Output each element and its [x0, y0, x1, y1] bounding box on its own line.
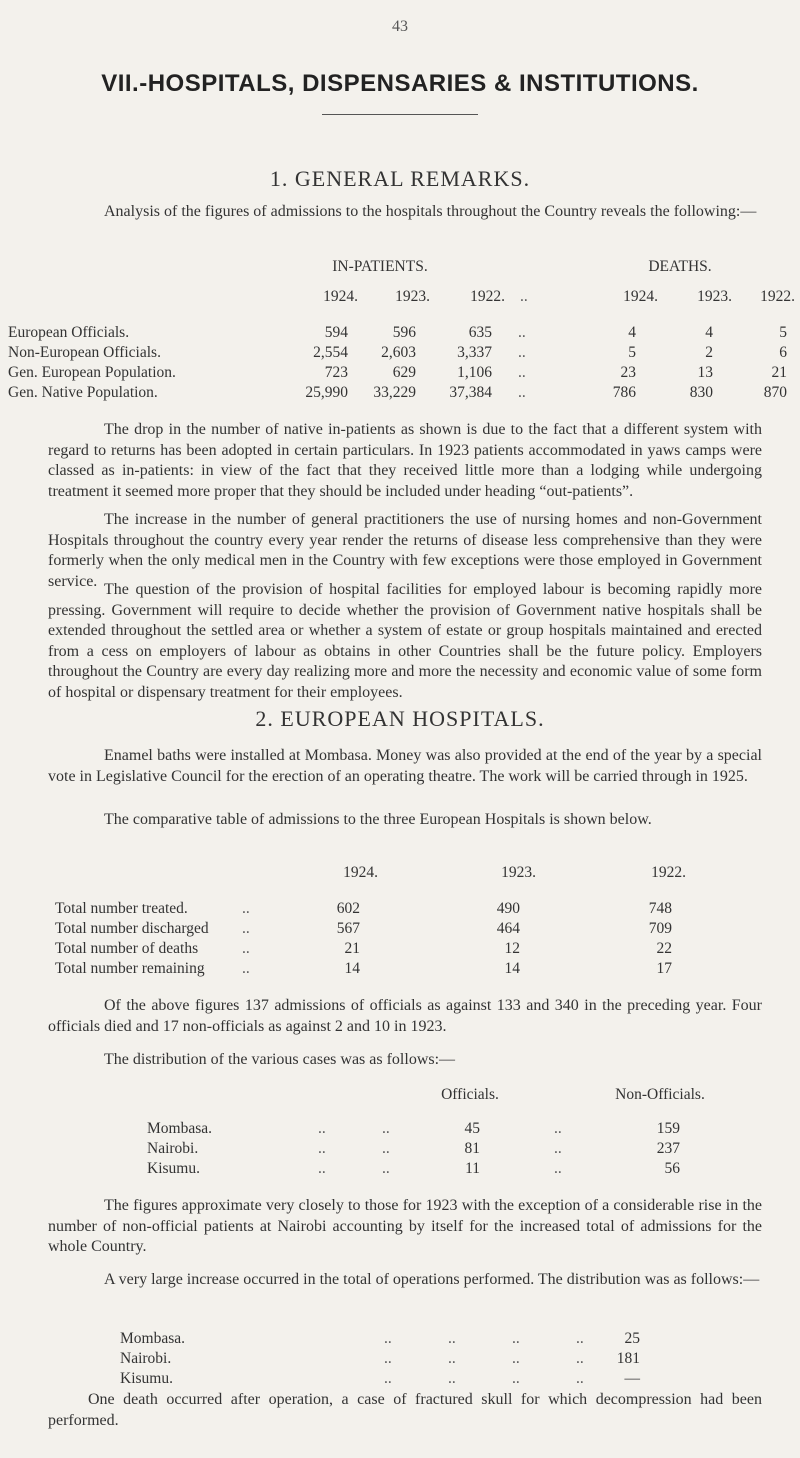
section-2-paragraph: Of the above figures 137 admissions of officials as against 133 and 340 in the preceding year. Four officials died and 17 non-officials as against 2 and 10 in 1923. — [48, 997, 762, 1035]
table-cell: 181 — [616, 1350, 640, 1367]
leader-dots: .. — [242, 940, 250, 957]
page-number: 43 — [392, 18, 408, 35]
table-cell: 629 — [392, 364, 416, 381]
table-row-label: Kisumu. — [147, 1160, 200, 1177]
table-row-label: Total number treated. — [55, 900, 188, 917]
table-cell: 723 — [324, 364, 348, 381]
section-1-paragraph: The question of the provision of hospital facilities for employed labour is becoming rapidly more pressing. Government will require to decide whether the provision of Government native hospitals shall be extended throughout the settled area or whether a system of estate or group hospitals maintained and erected from a cess on employers of labour as obtains in other Countries shall be the future policy. Employers throughout the Country are every day realizing more and more the necessity and economic value of some form of hospital or dispensary treatment for their employees. — [48, 581, 762, 701]
section-2-paragraph: The comparative table of admissions to the three European Hospitals is shown below. — [104, 811, 652, 828]
table-row-label: Nairobi. — [147, 1140, 199, 1157]
leader-dots: .. — [242, 960, 250, 977]
leader-dots: .. — [384, 1370, 392, 1387]
year-header: 1922. — [470, 288, 505, 305]
year-header: 1924. — [323, 288, 358, 305]
leader-dots: .. — [576, 1330, 584, 1347]
table-cell: 786 — [612, 384, 636, 401]
leader-dots: .. — [576, 1350, 584, 1367]
leader-dots: .. — [242, 920, 250, 937]
leader-dots: .. — [384, 1330, 392, 1347]
table-cell: 709 — [648, 920, 672, 937]
table-cell: 22 — [656, 940, 672, 957]
leader-dots: .. — [554, 1160, 562, 1177]
table-cell: 1,106 — [457, 364, 492, 381]
leader-dots: .. — [242, 900, 250, 917]
officials-header: Officials. — [441, 1086, 499, 1103]
year-header: 1924. — [623, 288, 658, 305]
leader-dots: .. — [382, 1160, 390, 1177]
section-2-paragraph: Enamel baths were installed at Mombasa. Money was also provided at the end of the year by a special vote in Legislative Council for the erection of an operating theatre. The work will be carried through in 1925. — [48, 747, 762, 785]
section-1-paragraph: The drop in the number of native in-patients as shown is due to the fact that a different system with regard to returns has been adopted in certain particulars. In 1923 patients accommodated in yaws camps were classed as in-patients: in view of the fact that they received little more than a lodging while undergoing treatment it seemed more proper that they should be included under heading “out-patients”. — [48, 421, 762, 500]
table-row-label: Gen. Native Population. — [8, 384, 158, 401]
leader-dots: .. — [512, 1350, 520, 1367]
year-header: 1923. — [501, 864, 536, 881]
table-cell: 11 — [465, 1160, 480, 1177]
table-row-label: Kisumu. — [120, 1370, 173, 1387]
leader-dots: .. — [448, 1350, 456, 1367]
table-cell: 14 — [504, 960, 520, 977]
section-2-paragraph: The distribution of the various cases was as follows:— — [104, 1051, 456, 1068]
table-cell: 21 — [344, 940, 360, 957]
leader-dots: .. — [448, 1330, 456, 1347]
leader-dots: .. — [318, 1140, 326, 1157]
non-officials-header: Non-Officials. — [615, 1086, 705, 1103]
section-2-paragraph: The figures approximate very closely to those for 1923 with the exception of a considerable rise in the number of non-official patients at Nairobi accounting by itself for the increased total of admissions for the whole Country. — [48, 1197, 762, 1256]
table-cell: 45 — [464, 1120, 480, 1137]
leader-dots: .. — [518, 324, 526, 341]
leader-dots: .. — [518, 384, 526, 401]
table-cell: 635 — [468, 324, 492, 341]
table-cell: 33,229 — [373, 384, 416, 401]
table-cell: 464 — [496, 920, 520, 937]
table-row-label: Non-European Officials. — [8, 344, 161, 361]
table-cell: 23 — [620, 364, 636, 381]
table-row-label: Gen. European Population. — [8, 364, 176, 381]
leader-dots: .. — [382, 1140, 390, 1157]
year-header: 1923. — [395, 288, 430, 305]
table-row-label: Mombasa. — [147, 1120, 213, 1137]
table-cell: 5 — [628, 344, 636, 361]
title-underline — [322, 114, 478, 115]
leader-dots: .. — [554, 1120, 562, 1137]
table-cell: 56 — [664, 1160, 680, 1177]
table-cell: 4 — [705, 324, 713, 341]
table-cell: 237 — [656, 1140, 680, 1157]
table-cell: 5 — [779, 324, 787, 341]
section-2-paragraph: One death occurred after operation, a case of fractured skull for which decompression had been performed. — [48, 1391, 762, 1429]
table-cell: 159 — [656, 1120, 680, 1137]
deaths-header: DEATHS. — [648, 258, 712, 275]
table-cell: 37,384 — [449, 384, 492, 401]
table-row-label: Total number remaining — [55, 960, 205, 977]
chapter-title: VII.-HOSPITALS, DISPENSARIES & INSTITUTIONS. — [101, 70, 699, 97]
table-row-label: Total number of deaths — [55, 940, 199, 957]
table-cell: 870 — [763, 384, 787, 401]
table-cell: 602 — [336, 900, 360, 917]
table-cell: 25,990 — [305, 384, 348, 401]
table-cell: 2,603 — [381, 344, 416, 361]
leader-dots: .. — [554, 1140, 562, 1157]
leader-dots: .. — [520, 288, 528, 305]
leader-dots: .. — [512, 1370, 520, 1387]
leader-dots: .. — [512, 1330, 520, 1347]
table-cell: 13 — [697, 364, 713, 381]
leader-dots: .. — [518, 344, 526, 361]
table-row-label: Mombasa. — [120, 1330, 186, 1347]
leader-dots: .. — [518, 364, 526, 381]
table-cell: 12 — [504, 940, 520, 957]
table-cell: 4 — [628, 324, 636, 341]
section-1-paragraph: The increase in the number of general practitioners the use of nursing homes and non-Government Hospitals throughout the country every year render the returns of disease less comprehensive than they were formerly when the only medical men in the Country with few exceptions were those employed in Government service. — [48, 511, 762, 590]
year-header: 1924. — [343, 864, 378, 881]
table-cell: 25 — [624, 1330, 640, 1347]
table-cell: 596 — [392, 324, 416, 341]
year-header: 1923. — [697, 288, 732, 305]
table-cell: 748 — [648, 900, 672, 917]
table-row-label: Total number discharged — [55, 920, 209, 937]
section-2-paragraph: A very large increase occurred in the total of operations performed. The distribution was as follows:— — [104, 1271, 760, 1288]
leader-dots: .. — [576, 1370, 584, 1387]
leader-dots: .. — [384, 1350, 392, 1367]
year-header: 1922. — [651, 864, 686, 881]
table-cell: — — [624, 1370, 640, 1387]
leader-dots: .. — [318, 1120, 326, 1137]
section-1-heading: 1. GENERAL REMARKS. — [269, 166, 531, 191]
leader-dots: .. — [382, 1120, 390, 1137]
table-cell: 81 — [464, 1140, 480, 1157]
table-cell: 594 — [324, 324, 348, 341]
table-row-label: European Officials. — [8, 324, 130, 341]
table-cell: 17 — [656, 960, 672, 977]
leader-dots: .. — [318, 1160, 326, 1177]
table-cell: 490 — [496, 900, 520, 917]
table-cell: 830 — [689, 384, 713, 401]
table-cell: 21 — [771, 364, 787, 381]
table-cell: 6 — [779, 344, 787, 361]
year-header: 1922. — [760, 288, 795, 305]
table-row-label: Nairobi. — [120, 1350, 172, 1367]
table-cell: 3,337 — [457, 344, 492, 361]
leader-dots: .. — [448, 1370, 456, 1387]
section-2-heading: 2. EUROPEAN HOSPITALS. — [255, 706, 545, 731]
table-cell: 567 — [336, 920, 360, 937]
table-cell: 14 — [344, 960, 360, 977]
section-1-intro: Analysis of the figures of admissions to the hospitals throughout the Country reveals the following:— — [104, 203, 757, 220]
table-cell: 2,554 — [313, 344, 348, 361]
in-patients-header: IN-PATIENTS. — [332, 258, 428, 275]
table-cell: 2 — [705, 344, 713, 361]
